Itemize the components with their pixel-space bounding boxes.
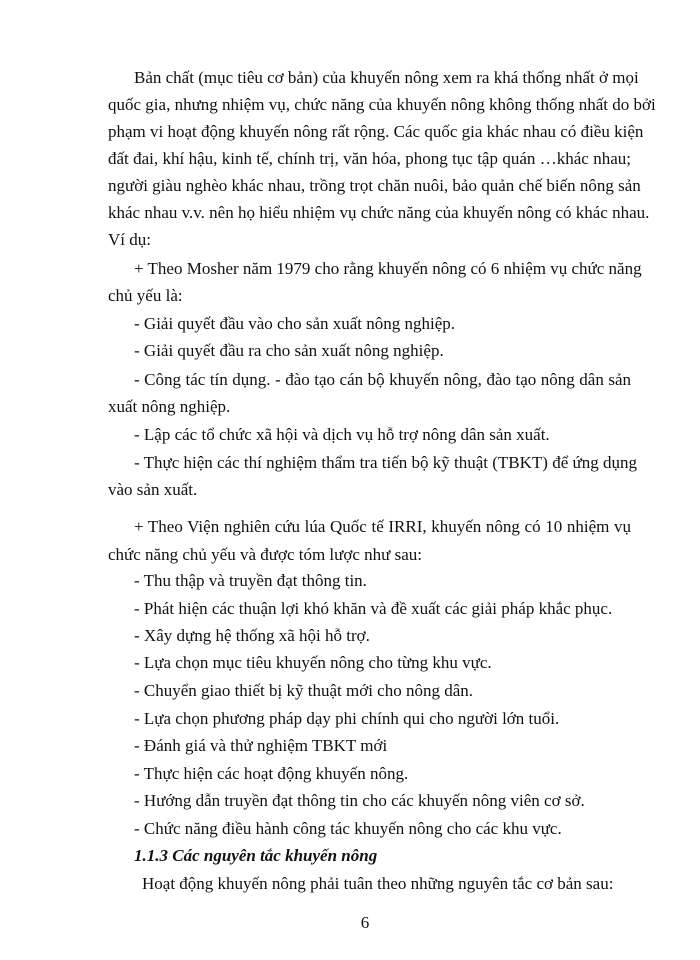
irri-intro-line: chức năng chủ yếu và được tóm lược như sau: (108, 545, 423, 564)
list-item: - Giải quyết đầu ra cho sản xuất nông nghiệp. (134, 341, 444, 360)
list-item: - Chức năng điều hành công tác khuyến nông cho các khu vực. (134, 819, 562, 838)
list-item: - Lựa chọn mục tiêu khuyến nông cho từng khu vực. (134, 653, 492, 672)
list-item: - Thực hiện các hoạt động khuyến nông. (134, 764, 409, 783)
mosher-intro-line: chủ yếu là: (108, 286, 183, 305)
list-item: vào sản xuất. (108, 480, 198, 499)
list-item: - Xây dựng hệ thống xã hội hỗ trợ. (134, 626, 370, 645)
list-item: xuất nông nghiệp. (108, 397, 231, 416)
paragraph-line: quốc gia, nhưng nhiệm vụ, chức năng của khuyến nông không thống nhất do bởi (108, 95, 656, 114)
paragraph-line: người giàu nghèo khác nhau, trồng trọt chăn nuôi, bảo quản chế biến nông sản (108, 176, 641, 195)
list-item: - Lập các tổ chức xã hội và dịch vụ hỗ trợ nông dân sản xuất. (134, 425, 550, 444)
paragraph-line: phạm vi hoạt động khuyến nông rất rộng. Các quốc gia khác nhau có điều kiện (108, 122, 644, 141)
page-number: 6 (360, 913, 370, 932)
list-item: - Thu thập và truyền đạt thông tin. (134, 571, 367, 590)
paragraph-line: Bản chất (mục tiêu cơ bản) của khuyến nông xem ra khá thống nhất ở mọi (134, 68, 639, 87)
list-item: - Giải quyết đầu vào cho sản xuất nông nghiệp. (134, 314, 456, 333)
section-intro: Hoạt động khuyến nông phải tuân theo những nguyên tắc cơ bản sau: (142, 874, 614, 893)
irri-intro-line: + Theo Viện nghiên cứu lúa Quốc tế IRRI, khuyến nông có 10 nhiệm vụ (134, 517, 631, 536)
list-item: - Thực hiện các thí nghiệm thẩm tra tiến bộ kỹ thuật (TBKT) để ứng dụng (134, 453, 637, 472)
paragraph-line: đất đai, khí hậu, kinh tế, chính trị, văn hóa, phong tục tập quán …khác nhau; (108, 149, 631, 168)
paragraph-line: Ví dụ: (108, 230, 151, 249)
list-item: - Lựa chọn phương pháp dạy phi chính qui cho người lớn tuổi. (134, 709, 560, 728)
mosher-intro-line: + Theo Mosher năm 1979 cho rằng khuyến nông có 6 nhiệm vụ chức năng (134, 259, 642, 278)
paragraph-line: khác nhau v.v. nên họ hiểu nhiệm vụ chức năng của khuyến nông có khác nhau. (108, 203, 650, 222)
list-item: - Chuyển giao thiết bị kỹ thuật mới cho nông dân. (134, 681, 474, 700)
list-item: - Đánh giá và thử nghiệm TBKT mới (134, 736, 388, 755)
section-heading: 1.1.3 Các nguyên tắc khuyến nông (134, 846, 378, 865)
list-item: - Hướng dẫn truyền đạt thông tin cho các khuyến nông viên cơ sở. (134, 791, 585, 810)
list-item: - Công tác tín dụng. - đào tạo cán bộ khuyến nông, đào tạo nông dân sản (134, 370, 631, 389)
list-item: - Phát hiện các thuận lợi khó khăn và đề xuất các giải pháp khắc phục. (134, 599, 613, 618)
